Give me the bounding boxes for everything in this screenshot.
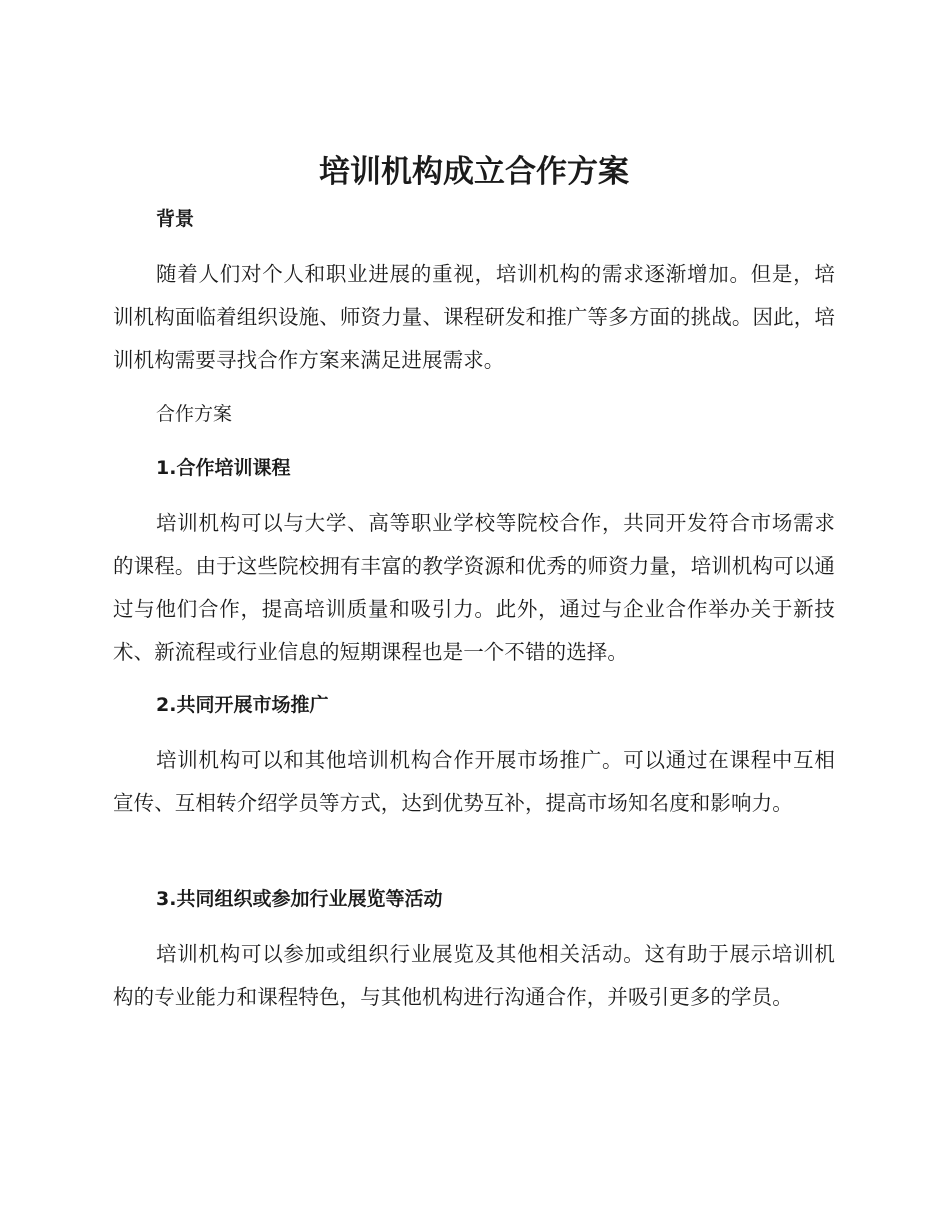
section-heading-course-cooperation: 1.合作培训课程: [156, 457, 291, 479]
section-heading-cooperation-plan: 合作方案: [156, 403, 233, 425]
section-paragraph-course-cooperation: 培训机构可以与大学、高等职业学校等院校合作，共同开发符合市场需求的课程。由于这些院校拥有丰富的教学资源和优秀的师资力量，培训机构可以通过与他们合作，提高培训质量和吸引力。此外，通过与企业合作举办关于新技术、新流程或行业信息的短期课程也是一个不错的选择。: [113, 511, 835, 664]
section-paragraph-joint-marketing: 培训机构可以和其他培训机构合作开展市场推广。可以通过在课程中互相宣传、互相转介绍学员等方式，达到优势互补，提高市场知名度和影响力。: [113, 748, 835, 815]
section-heading-joint-marketing: 2.共同开展市场推广: [156, 694, 329, 716]
section-heading-industry-exhibitions: 3.共同组织或参加行业展览等活动: [156, 888, 443, 910]
document-title: 培训机构成立合作方案: [319, 154, 629, 190]
section-paragraph-background: 随着人们对个人和职业进展的重视，培训机构的需求逐渐增加。但是，培训机构面临着组织设施、师资力量、课程研发和推广等多方面的挑战。因此，培训机构需要寻找合作方案来满足进展需求。: [113, 262, 835, 372]
section-heading-background: 背景: [156, 208, 195, 230]
section-paragraph-industry-exhibitions: 培训机构可以参加或组织行业展览及其他相关活动。这有助于展示培训机构的专业能力和课程特色，与其他机构进行沟通合作，并吸引更多的学员。: [113, 942, 835, 1009]
